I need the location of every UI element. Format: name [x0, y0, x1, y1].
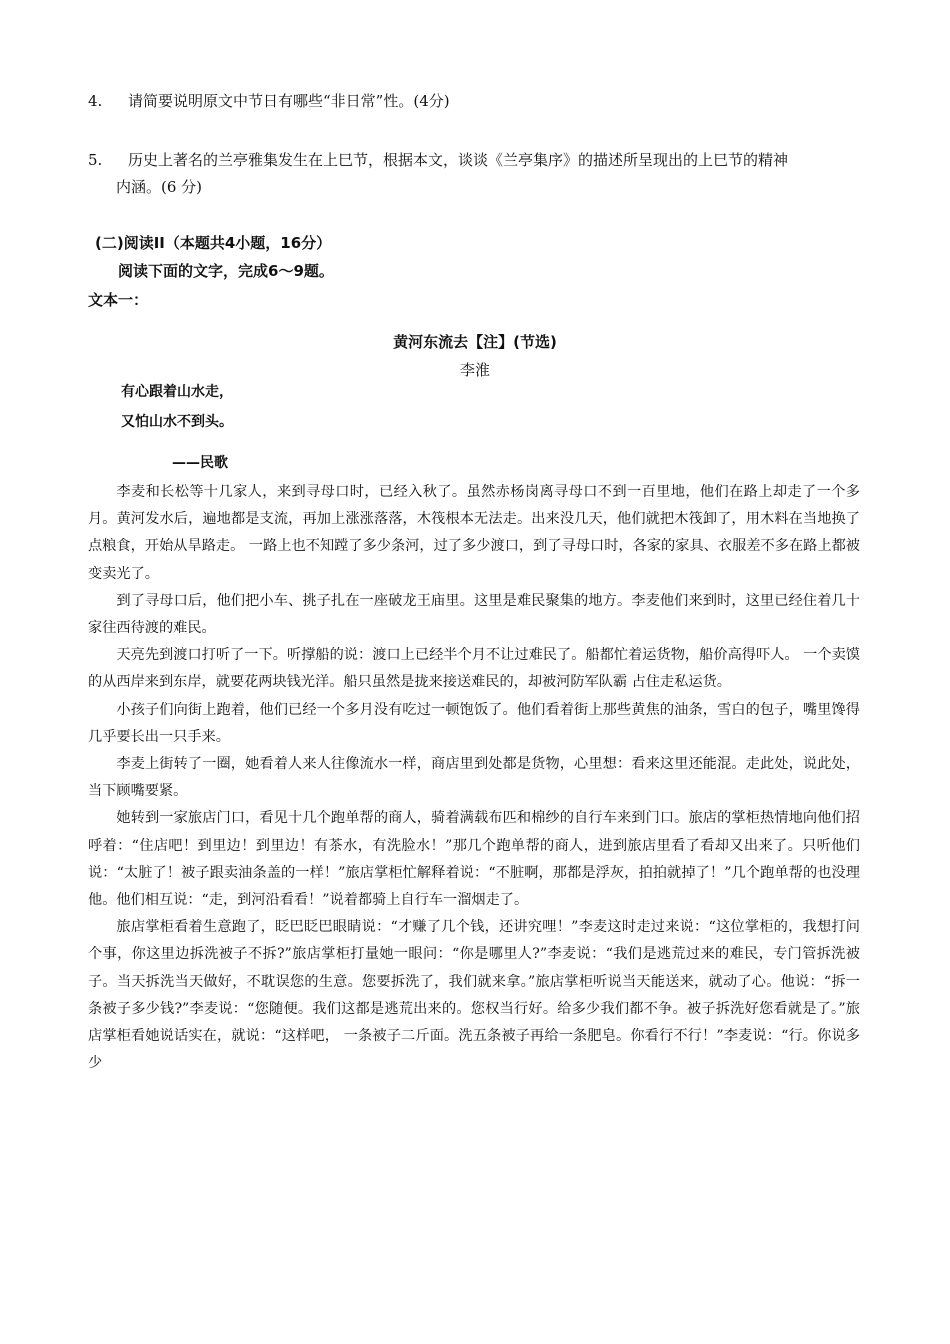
- question-5: [88, 147, 868, 201]
- question-4: [88, 88, 868, 115]
- question-number: 5.: [88, 151, 103, 169]
- article-title: 黄河东流去【注】(节选): [393, 333, 557, 351]
- article-paragraph: 李麦上街转了一圈，她看着人来人往像流水一样，商店里到处都是货物，心里想：看来这里还能混。走此处，说此处，当下顾嘴要紧。: [88, 756, 860, 800]
- article-body: [88, 479, 860, 1077]
- question-text-continued: 内涵。(6 分): [116, 178, 203, 196]
- section-instruction: 阅读下面的文字，完成6～9题。: [118, 262, 334, 280]
- epigraph-source: ——民歌: [172, 455, 228, 471]
- epigraph-line: 又怕山水不到头。: [121, 414, 233, 430]
- section-heading: (二)阅读II（本题共4小题，16分）: [95, 234, 332, 252]
- question-number: 4.: [88, 92, 103, 110]
- article-paragraph: 小孩子们向街上跑着，他们已经一个多月没有吃过一顿饱饭了。他们看着街上那些黄焦的油条，雪白的包子，嘴里馋得几乎要长出一只手来。: [88, 701, 860, 745]
- article-paragraph: 李麦和长松等十几家人，来到寻母口时，已经入秋了。虽然赤杨岗离寻母口不到一百里地，他们在路上却走了一个多月。黄河发水后，遍地都是支流，再加上涨涨落落，木筏根本无法走。出来没几天，他们就把木筏卸了，用木料在当地换了点粮食，开始从旱路走。 一路上也不知蹚了多少条河，过了多少渡口，到了寻母口时，各家的家具、衣服差不多在路上都被变卖光了。: [88, 484, 860, 582]
- text-label: 文本一：: [88, 291, 149, 309]
- question-text: 历史上著名的兰亭雅集发生在上巳节，根据本文，谈谈《兰亭集序》的描述所呈现出的上巳节的精神: [128, 151, 789, 169]
- article-paragraph: 她转到一家旅店门口，看见十几个跑单帮的商人，骑着满载布匹和棉纱的自行车来到门口。旅店的掌柜热情地向他们招呼着：“住店吧！到里边！到里边！有茶水，有洗脸水！”那几个跑单帮的商人，进到旅店里看了看却又出来了。只听他们说：“太脏了！被子跟卖油条盖的一样！”旅店掌柜忙解释着说：“不脏啊，那都是浮灰，拍拍就掉了！”几个跑单帮的也没理他。他们相互说：“走，到河沿看看！”说着都骑上自行车一溜烟走了。: [88, 810, 860, 909]
- epigraph-line: 有心跟着山水走，: [121, 384, 233, 400]
- article-author: 李淮: [459, 361, 490, 379]
- article-paragraph: 旅店掌柜看着生意跑了，眨巴眨巴眼睛说：“才赚了几个钱，还讲究哩！”李麦这时走过来说：“这位掌柜的，我想打问个事，你这里边拆洗被子不拆?”旅店掌柜打量她一眼问：“你是哪里人?”李麦说：“我们是逃荒过来的难民，专门管拆洗被子。当天拆洗当天做好，不耽误您的生意。您要拆洗了，我们就来拿。”旅店掌柜听说当天能送来，就动了心。他说：“拆一条被子多少钱?”李麦说：“您随便。我们这都是逃荒出来的。您权当行好。给多少我们都不争。被子拆洗好您看就是了。”旅店掌柜看她说话实在，就说：“这样吧， 一条被子二斤面。洗五条被子再给一条肥皂。你看行不行！”李麦说：“行。你说多少: [88, 919, 860, 1072]
- article-paragraph: 天亮先到渡口打听了一下。听撑船的说：渡口上已经半个月不让过难民了。船都忙着运货物，船价高得吓人。 一个卖馍的从西岸来到东岸，就要花两块钱光洋。船只虽然是拢来接送难民的，却被河防军队霸 占住走私运货。: [88, 647, 860, 691]
- article-paragraph: 到了寻母口后，他们把小车、挑子扎在一座破龙王庙里。这里是难民聚集的地方。李麦他们来到时，这里已经住着几十家往西待渡的难民。: [88, 592, 860, 637]
- question-text: 请简要说明原文中节日有哪些“非日常”性。(4分): [128, 92, 450, 110]
